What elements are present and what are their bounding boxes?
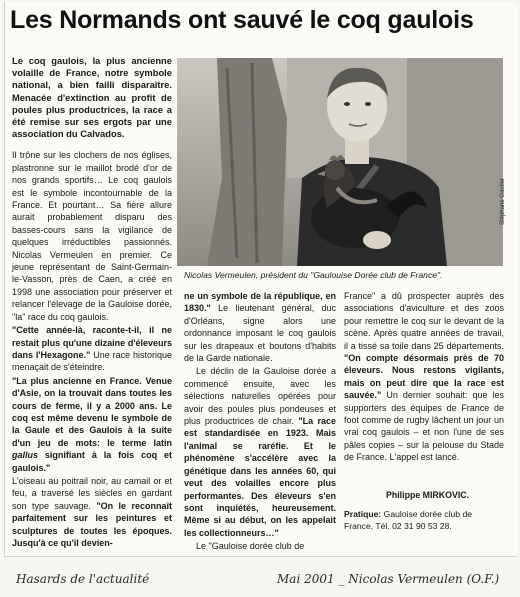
person-hand <box>363 231 391 249</box>
col2-paragraph-3: Le "Gauloise dorée club de <box>196 541 305 552</box>
quote-span: "On compte désormais près de 70 éleveurs. Nous restons vigilants, mais on peut dire que la race est sauvée." <box>344 353 504 401</box>
photo-credit: Stéphane Gautier <box>500 178 506 226</box>
col1-paragraph-3 <box>12 375 172 474</box>
eye-right <box>365 102 371 106</box>
col2-paragraph-2 <box>184 365 336 539</box>
text-span: L'oiseau au poitrail noir, au camail or et feu, a traversé les siècles en gardant son type sauvage. <box>12 475 172 511</box>
article-headline: Les Normands ont sauvé le coq gaulois <box>10 6 474 34</box>
article-column-2 <box>184 290 336 554</box>
text-span: Une race historique menaçait de s'éteindre. <box>12 349 172 373</box>
practical-label: Pratique: <box>344 509 382 519</box>
text-span: Un dernier souhait: que les supporters des équipes de France de foot comme de rugby lâchent un jour un vrai coq gaulois – et non l'une de ses pâles copies – sur la pelouse du Stade de France. L'appel est lancé. <box>344 390 504 463</box>
col3-paragraph-1 <box>344 290 504 464</box>
col2-paragraph-1 <box>184 290 336 364</box>
handwritten-note-right: Mai 2001 _ Nicolas Vermeulen (O.F.) <box>277 572 500 586</box>
text-span: France" a dû prospecter auprès des associations d'aviculture et des zoos pour remettre le coq sur le devant de la scène. Après quatre années de travail, il a tissé sa toile dans 25 départements. <box>344 291 504 351</box>
quote-span: "La race est standardisée en 1923. Mais l'animal se raréfie. Et le phénomène s'accélère avec la génétique dans les années 60, qui veut des volailles encore plus performantes. Des éleveurs s'en sont inquiétés, heureusement. Même si au début, on les appelait les collectionneurs…" <box>184 416 336 538</box>
quote-span: signifiant à la fois coq et gaulois." <box>12 450 172 473</box>
practical-text: Gauloise dorée club de France, Tél. 02 31 90 53 28. <box>344 509 473 531</box>
quote-span: ne un symbole de la république, en 1830." <box>184 291 336 314</box>
author-signature: Philippe MIRKOVIC. <box>386 490 470 500</box>
article-photo <box>177 58 506 266</box>
quote-span: "Cette année-là, raconte-t-il, il ne restait plus qu'une dizaine d'éleveurs dans l'Hexagone." <box>12 325 172 360</box>
text-span: Le lieutenant général, duc d'Orléans, signe alors une ordonnance imposant le coq gaulois sur les drapeaux et boutons d'habits de la Garde nationale. <box>184 303 336 364</box>
rooster-head <box>325 160 345 180</box>
text-span: Le déclin de la Gauloise dorée a commencé ensuite, avec les sélections naturelles opérées pour avoir des poules plus pondeuses et plus productrices de chair. <box>184 366 336 427</box>
col1-paragraph-1: Il trône sur les clochers de nos églises, plastronne sur le maillot brodé d'or de nos grands sportifs… Le coq gaulois est le symbole incontournable de la France. Et pourtant… Sa fière allure aurait probablement disparu des basses-cours sans la vigilance de quelques irréductibles passionnés. Nicolas Vermeulen en premier. Ce jeune représentant de Saint-Germain-le-Vasson, près de Caen, a créé en 1998 une association pour préserver et relancer l'élevage de la Gauloise dorée, "la" race du coq gaulois. <box>12 150 172 322</box>
photo-illustration <box>177 58 503 266</box>
col1-paragraph-4 <box>12 475 172 549</box>
article-lead: Le coq gaulois, la plus ancienne volaille de France, notre symbole national, a bien failli disparaître. Menacée d'extinction au profit de poules plus productrices, la race a été remise sur ses ergots par une association du Calvados. <box>12 55 172 140</box>
article-column-1 <box>12 55 172 550</box>
photo-caption: Nicolas Vermeulen, président du "Gaulouise Dorée club de France". <box>184 270 443 280</box>
handwritten-note-left: Hasards de l'actualité <box>16 572 150 586</box>
practical-info <box>344 508 502 532</box>
quote-span: "La plus ancienne en France. Venue d'Asie, on la trouvait dans toutes les cours de ferme, il y a 2000 ans. Le coq est même devenu le symbole de la Gaule et des Gaulois à la suite d'un jeu de mots: le terme latin <box>12 375 172 448</box>
latin-word: gallus <box>12 450 39 461</box>
col1-paragraph-2 <box>12 324 172 374</box>
tree-trunk <box>207 58 287 266</box>
quote-span: "On le reconnaît parfaitement sur les peintures et sculptures de toutes les époques. Jusqu'à ce qu'il devien- <box>12 500 173 549</box>
article-column-3 <box>344 290 504 465</box>
eye-left <box>344 102 350 106</box>
